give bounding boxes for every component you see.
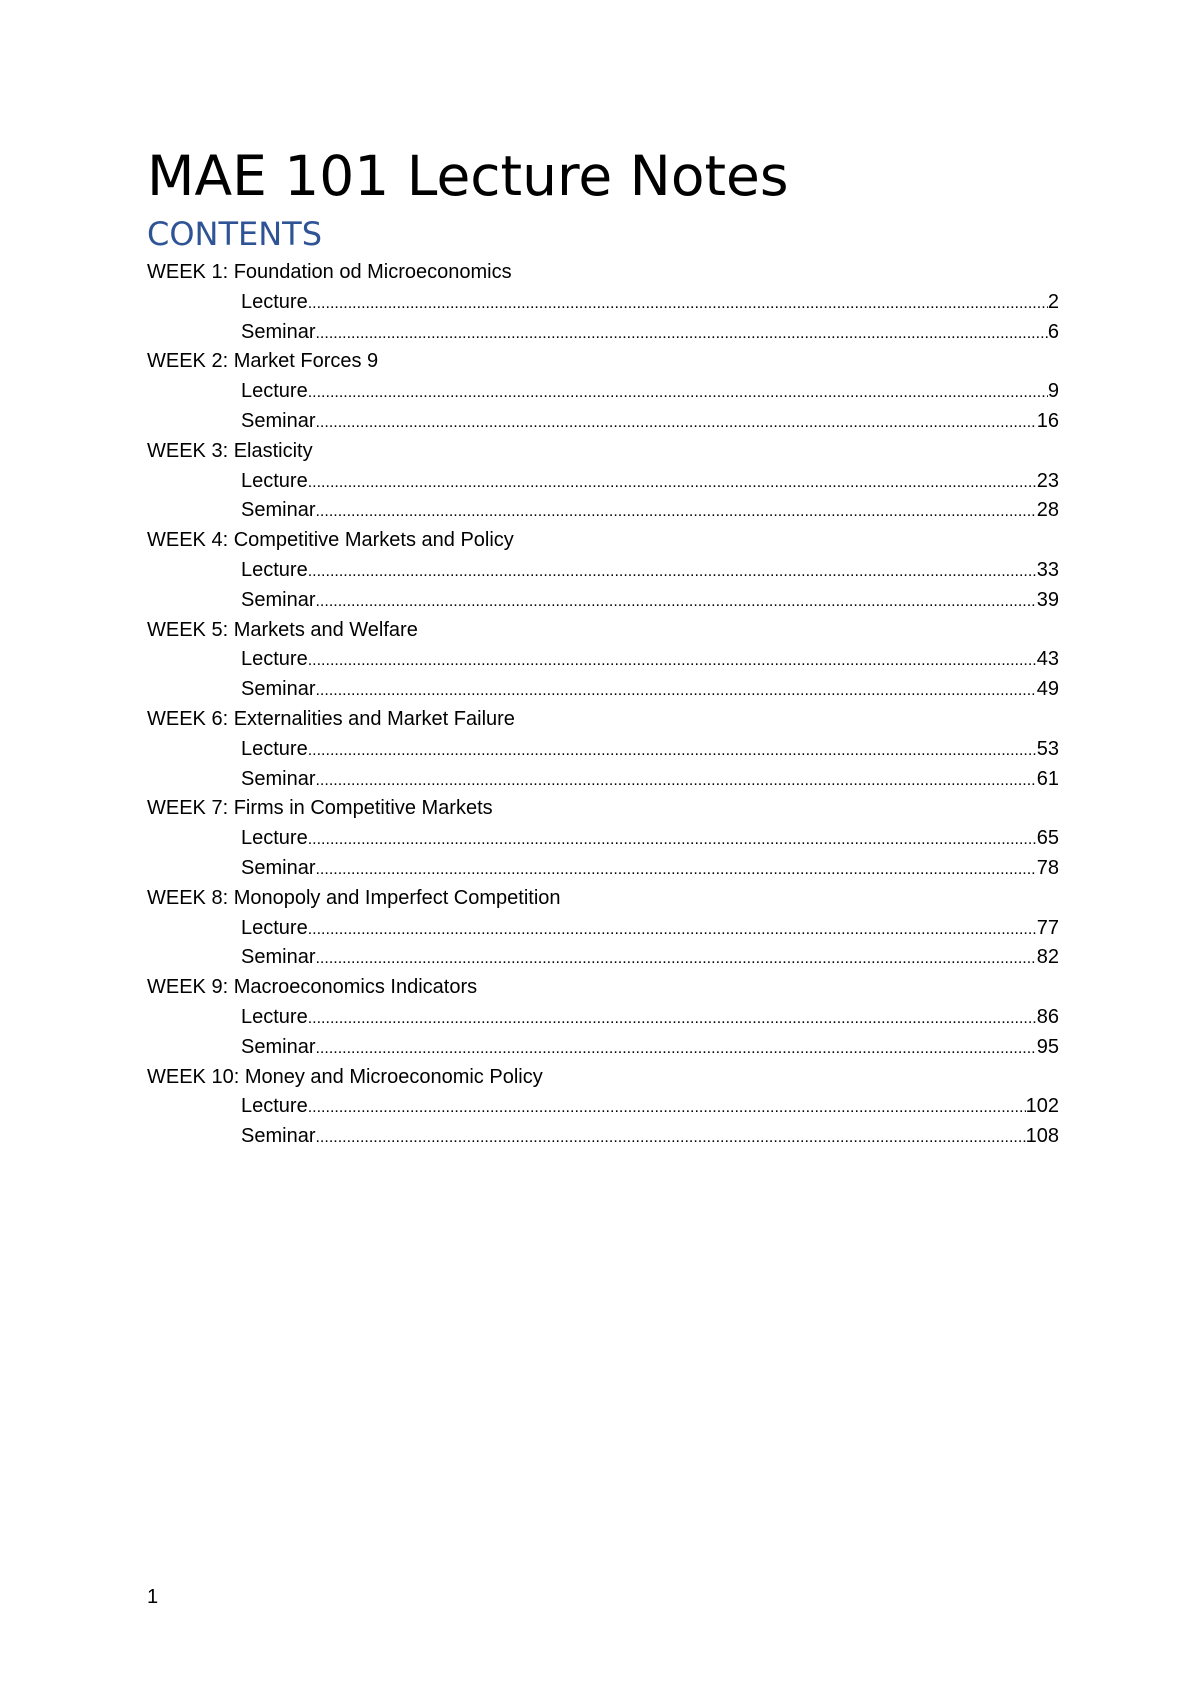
toc-entry-page-number: 49 — [1036, 678, 1059, 701]
toc-entry-seminar[interactable] — [147, 1033, 1059, 1063]
toc-entry-seminar[interactable] — [147, 407, 1059, 437]
toc-entry-label: Lecture — [241, 916, 308, 939]
toc-week-heading[interactable]: WEEK 8: Monopoly and Imperfect Competition — [147, 886, 561, 909]
toc-entry-label: Seminar — [241, 856, 316, 879]
toc-entry-lecture[interactable] — [147, 1092, 1059, 1122]
toc-entry-page-number: 43 — [1036, 648, 1059, 671]
toc-entry-label: Lecture — [241, 290, 308, 313]
dot-leader — [308, 557, 1037, 587]
toc-entry-label: Seminar — [241, 588, 316, 611]
toc-entry-page-number: 78 — [1036, 856, 1059, 879]
dot-leader — [315, 1123, 1025, 1153]
toc-entry-page-number: 9 — [1047, 380, 1059, 403]
toc-week-heading[interactable]: WEEK 4: Competitive Markets and Policy — [147, 529, 514, 552]
toc-week-heading[interactable]: WEEK 1: Foundation od Microeconomics — [147, 261, 512, 283]
contents-heading: CONTENTS — [147, 215, 323, 253]
toc-entry-label: Lecture — [241, 380, 308, 403]
toc-entry-page-number: 82 — [1036, 946, 1059, 969]
toc-entry-lecture[interactable] — [147, 556, 1059, 586]
toc-entry-seminar[interactable] — [147, 318, 1059, 348]
toc-entry-page-number: 28 — [1036, 499, 1059, 522]
toc-week-heading[interactable]: WEEK 9: Macroeconomics Indicators — [147, 976, 478, 999]
toc-entry-label: Seminar — [241, 1125, 316, 1148]
toc-entry-lecture[interactable] — [147, 914, 1059, 944]
dot-leader — [315, 587, 1036, 617]
toc-entry-lecture[interactable] — [147, 288, 1059, 318]
dot-leader — [308, 468, 1037, 498]
page-number: 1 — [147, 1586, 159, 1608]
dot-leader — [315, 676, 1036, 706]
dot-leader — [308, 1004, 1037, 1034]
dot-leader — [308, 378, 1048, 408]
toc-entry-page-number: 77 — [1036, 916, 1059, 939]
page-title: MAE 101 Lecture Notes — [147, 144, 789, 208]
dot-leader — [315, 319, 1047, 349]
toc-entry-page-number: 39 — [1036, 588, 1059, 611]
toc-entry-label: Lecture — [241, 648, 308, 671]
table-of-contents — [147, 258, 1059, 1152]
toc-week-heading[interactable]: WEEK 7: Firms in Competitive Markets — [147, 797, 493, 820]
dot-leader — [308, 646, 1037, 676]
dot-leader — [315, 944, 1036, 974]
toc-entry-label: Seminar — [241, 320, 316, 343]
toc-entry-label: Lecture — [241, 827, 308, 850]
dot-leader — [308, 736, 1037, 766]
dot-leader — [315, 1034, 1036, 1064]
toc-week-heading[interactable]: WEEK 5: Markets and Welfare — [147, 618, 418, 641]
toc-entry-seminar[interactable] — [147, 765, 1059, 795]
toc-entry-label: Lecture — [241, 1005, 308, 1028]
toc-week-heading[interactable]: WEEK 3: Elasticity — [147, 439, 313, 462]
dot-leader — [308, 915, 1037, 945]
toc-entry-page-number: 61 — [1036, 767, 1059, 790]
toc-entry-label: Seminar — [241, 409, 316, 432]
toc-entry-label: Lecture — [241, 558, 308, 581]
toc-entry-label: Seminar — [241, 678, 316, 701]
toc-entry-seminar[interactable] — [147, 1122, 1059, 1152]
toc-entry-page-number: 86 — [1036, 1005, 1059, 1028]
toc-entry-label: Seminar — [241, 1035, 316, 1058]
toc-entry-page-number: 6 — [1047, 320, 1059, 343]
toc-entry-label: Lecture — [241, 1095, 308, 1118]
dot-leader — [308, 825, 1037, 855]
toc-entry-page-number: 2 — [1047, 290, 1059, 313]
toc-entry-label: Lecture — [241, 469, 308, 492]
dot-leader — [315, 408, 1036, 438]
toc-entry-page-number: 33 — [1036, 558, 1059, 581]
toc-entry-page-number: 16 — [1036, 409, 1059, 432]
toc-entry-page-number: 102 — [1025, 1095, 1059, 1118]
toc-entry-page-number: 65 — [1036, 827, 1059, 850]
toc-entry-label: Seminar — [241, 946, 316, 969]
toc-entry-lecture[interactable] — [147, 735, 1059, 765]
toc-entry-lecture[interactable] — [147, 377, 1059, 407]
toc-entry-seminar[interactable] — [147, 675, 1059, 705]
toc-entry-lecture[interactable] — [147, 645, 1059, 675]
toc-entry-page-number: 53 — [1036, 737, 1059, 760]
toc-week-heading[interactable]: WEEK 2: Market Forces 9 — [147, 350, 379, 373]
toc-week-heading[interactable]: WEEK 10: Money and Microeconomic Policy — [147, 1065, 543, 1088]
toc-week-heading[interactable]: WEEK 6: Externalities and Market Failure — [147, 707, 515, 730]
toc-entry-page-number: 23 — [1036, 469, 1059, 492]
dot-leader — [308, 289, 1048, 319]
toc-entry-seminar[interactable] — [147, 854, 1059, 884]
toc-entry-label: Seminar — [241, 767, 316, 790]
toc-entry-label: Lecture — [241, 737, 308, 760]
toc-entry-seminar[interactable] — [147, 943, 1059, 973]
toc-entry-lecture[interactable] — [147, 467, 1059, 497]
dot-leader — [315, 497, 1036, 527]
toc-entry-lecture[interactable] — [147, 1003, 1059, 1033]
toc-entry-page-number: 95 — [1036, 1035, 1059, 1058]
dot-leader — [315, 855, 1036, 885]
toc-entry-lecture[interactable] — [147, 824, 1059, 854]
dot-leader — [308, 1093, 1026, 1123]
toc-entry-seminar[interactable] — [147, 586, 1059, 616]
toc-entry-seminar[interactable] — [147, 496, 1059, 526]
toc-entry-page-number: 108 — [1025, 1125, 1059, 1148]
dot-leader — [315, 766, 1036, 796]
toc-entry-label: Seminar — [241, 499, 316, 522]
